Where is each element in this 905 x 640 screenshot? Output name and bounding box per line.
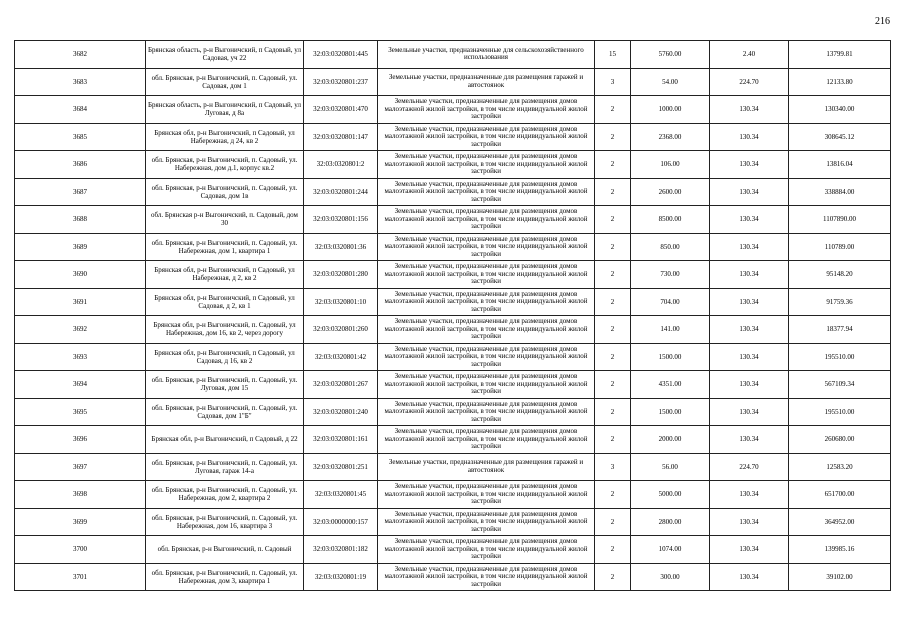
cell-area: 730.00 bbox=[631, 261, 710, 289]
cell-area: 54.00 bbox=[631, 68, 710, 96]
cell-land-purpose: Земельные участки, предназначенные для размещения домов малоэтажной жилой застройки, в том числе индивидуальной жилой застройки bbox=[378, 371, 595, 399]
table-row bbox=[15, 96, 891, 124]
cell-row-number: 3686 bbox=[15, 151, 146, 179]
cell-area: 300.00 bbox=[631, 563, 710, 591]
cell-cadastral-number: 32:03:0320801:260 bbox=[304, 316, 378, 344]
cell-cadastral-value: 39102.00 bbox=[789, 563, 891, 591]
cell-area: 2000.00 bbox=[631, 426, 710, 454]
cell-rate: 130.34 bbox=[710, 481, 789, 509]
cell-group-code: 2 bbox=[595, 151, 631, 179]
cell-area: 56.00 bbox=[631, 453, 710, 481]
cell-land-purpose: Земельные участки, предназначенные для размещения домов малоэтажной жилой застройки, в том числе индивидуальной жилой застройки bbox=[378, 178, 595, 206]
table-row bbox=[15, 68, 891, 96]
cell-row-number: 3696 bbox=[15, 426, 146, 454]
cell-address: обл. Брянская, р-н Выгоничский, п. Садовый, ул. Набережная, дом 2, квартира 2 bbox=[146, 481, 304, 509]
cell-row-number: 3698 bbox=[15, 481, 146, 509]
cell-row-number: 3694 bbox=[15, 371, 146, 399]
cell-cadastral-value: 13799.81 bbox=[789, 41, 891, 69]
cell-area: 5000.00 bbox=[631, 481, 710, 509]
table-row bbox=[15, 426, 891, 454]
cell-row-number: 3699 bbox=[15, 508, 146, 536]
cell-cadastral-number: 32:03:0320801:244 bbox=[304, 178, 378, 206]
cell-cadastral-number: 32:03:0320801:445 bbox=[304, 41, 378, 69]
table-row bbox=[15, 371, 891, 399]
cell-land-purpose: Земельные участки, предназначенные для размещения домов малоэтажной жилой застройки, в том числе индивидуальной жилой застройки bbox=[378, 426, 595, 454]
cell-group-code: 2 bbox=[595, 206, 631, 234]
page-number: 216 bbox=[875, 16, 890, 27]
cell-cadastral-value: 12133.80 bbox=[789, 68, 891, 96]
cell-row-number: 3683 bbox=[15, 68, 146, 96]
cell-land-purpose: Земельные участки, предназначенные для размещения домов малоэтажной жилой застройки, в том числе индивидуальной жилой застройки bbox=[378, 398, 595, 426]
cell-group-code: 2 bbox=[595, 123, 631, 151]
cell-rate: 130.34 bbox=[710, 233, 789, 261]
cell-rate: 130.34 bbox=[710, 316, 789, 344]
cell-cadastral-value: 110789.00 bbox=[789, 233, 891, 261]
cell-cadastral-number: 32:03:0320801:19 bbox=[304, 563, 378, 591]
cell-group-code: 2 bbox=[595, 426, 631, 454]
cell-land-purpose: Земельные участки, предназначенные для размещения гаражей и автостоянок bbox=[378, 68, 595, 96]
cell-cadastral-value: 13816.04 bbox=[789, 151, 891, 179]
cell-area: 2600.00 bbox=[631, 178, 710, 206]
table-row bbox=[15, 508, 891, 536]
cell-group-code: 2 bbox=[595, 316, 631, 344]
table-row bbox=[15, 343, 891, 371]
cell-area: 1000.00 bbox=[631, 96, 710, 124]
cell-group-code: 2 bbox=[595, 178, 631, 206]
cell-group-code: 2 bbox=[595, 288, 631, 316]
cell-rate: 130.34 bbox=[710, 261, 789, 289]
cell-cadastral-value: 139985.16 bbox=[789, 536, 891, 564]
cell-address: Брянская обл, р-н Выгоничский, п Садовый, ул Набережная, д 24, кв 2 bbox=[146, 123, 304, 151]
cell-cadastral-number: 32:03:0320801:156 bbox=[304, 206, 378, 234]
cell-address: обл. Брянская, р-н Выгоничский, п. Садовый, ул. Набережная, дом 16, квартира 3 bbox=[146, 508, 304, 536]
cell-cadastral-value: 651700.00 bbox=[789, 481, 891, 509]
cell-area: 2800.00 bbox=[631, 508, 710, 536]
cell-rate: 224.70 bbox=[710, 453, 789, 481]
cell-land-purpose: Земельные участки, предназначенные для размещения домов малоэтажной жилой застройки, в том числе индивидуальной жилой застройки bbox=[378, 563, 595, 591]
cell-address: Брянская обл, р-н Выгоничский, п Садовый, д 22 bbox=[146, 426, 304, 454]
cell-address: обл. Брянская, р-н Выгоничский, п. Садовый, ул. Набережная, дом 1, квартира 1 bbox=[146, 233, 304, 261]
cell-row-number: 3693 bbox=[15, 343, 146, 371]
cell-cadastral-value: 18377.94 bbox=[789, 316, 891, 344]
cell-land-purpose: Земельные участки, предназначенные для сельскохозяйственного использования bbox=[378, 41, 595, 69]
cell-address: Брянская область, р-н Выгоничский, п Садовый, ул Садовая, уч 22 bbox=[146, 41, 304, 69]
table-row bbox=[15, 563, 891, 591]
cell-group-code: 2 bbox=[595, 343, 631, 371]
cell-land-purpose: Земельные участки, предназначенные для размещения гаражей и автостоянок bbox=[378, 453, 595, 481]
cell-rate: 130.34 bbox=[710, 426, 789, 454]
cell-row-number: 3701 bbox=[15, 563, 146, 591]
cell-cadastral-number: 32:03:0320801:36 bbox=[304, 233, 378, 261]
cell-row-number: 3691 bbox=[15, 288, 146, 316]
cell-cadastral-number: 32:03:0320801:470 bbox=[304, 96, 378, 124]
cell-group-code: 2 bbox=[595, 398, 631, 426]
cell-row-number: 3697 bbox=[15, 453, 146, 481]
cell-address: обл. Брянская, р-н Выгоничский, п. Садовый, ул. Садовая, дом 1в bbox=[146, 178, 304, 206]
cell-address: обл. Брянская р-н Выгоничский, п. Садовый, дом 30 bbox=[146, 206, 304, 234]
cell-address: обл. Брянская, р-н Выгоничский, п. Садовый, ул. Садовая, дом 1"Б" bbox=[146, 398, 304, 426]
cell-rate: 130.34 bbox=[710, 536, 789, 564]
table-row bbox=[15, 453, 891, 481]
cell-address: Брянская область, р-н Выгоничский, п Садовый, ул Луговая, д 8а bbox=[146, 96, 304, 124]
cell-rate: 130.34 bbox=[710, 343, 789, 371]
cell-cadastral-number: 32:03:0000000:157 bbox=[304, 508, 378, 536]
cell-land-purpose: Земельные участки, предназначенные для размещения домов малоэтажной жилой застройки, в том числе индивидуальной жилой застройки bbox=[378, 123, 595, 151]
cell-address: Брянская обл, р-н Выгоничский, п. Садовый, ул Набережная, дом 16, кв 2, через дорогу bbox=[146, 316, 304, 344]
cell-area: 5760.00 bbox=[631, 41, 710, 69]
cell-row-number: 3682 bbox=[15, 41, 146, 69]
cell-row-number: 3689 bbox=[15, 233, 146, 261]
cell-rate: 130.34 bbox=[710, 96, 789, 124]
cell-cadastral-value: 364952.00 bbox=[789, 508, 891, 536]
cell-row-number: 3684 bbox=[15, 96, 146, 124]
table-body bbox=[15, 41, 891, 591]
table-row bbox=[15, 123, 891, 151]
table-row bbox=[15, 288, 891, 316]
cell-cadastral-value: 308645.12 bbox=[789, 123, 891, 151]
cell-cadastral-value: 91759.36 bbox=[789, 288, 891, 316]
cell-rate: 130.34 bbox=[710, 206, 789, 234]
cell-rate: 130.34 bbox=[710, 123, 789, 151]
cell-rate: 2.40 bbox=[710, 41, 789, 69]
cell-group-code: 3 bbox=[595, 68, 631, 96]
cell-cadastral-number: 32:03:0320801:267 bbox=[304, 371, 378, 399]
cell-rate: 130.34 bbox=[710, 288, 789, 316]
cell-address: Брянская обл, р-н Выгоничский, п Садовый, ул Садовая, д 16, кв 2 bbox=[146, 343, 304, 371]
cell-land-purpose: Земельные участки, предназначенные для размещения домов малоэтажной жилой застройки, в том числе индивидуальной жилой застройки bbox=[378, 96, 595, 124]
cell-land-purpose: Земельные участки, предназначенные для размещения домов малоэтажной жилой застройки, в том числе индивидуальной жилой застройки bbox=[378, 316, 595, 344]
cell-area: 704.00 bbox=[631, 288, 710, 316]
cell-cadastral-number: 32:03:0320801:45 bbox=[304, 481, 378, 509]
cell-cadastral-value: 130340.00 bbox=[789, 96, 891, 124]
cell-group-code: 2 bbox=[595, 481, 631, 509]
cell-area: 141.00 bbox=[631, 316, 710, 344]
cell-area: 106.00 bbox=[631, 151, 710, 179]
table-row bbox=[15, 41, 891, 69]
cell-row-number: 3695 bbox=[15, 398, 146, 426]
cell-cadastral-value: 567109.34 bbox=[789, 371, 891, 399]
cell-rate: 130.34 bbox=[710, 151, 789, 179]
cell-group-code: 2 bbox=[595, 371, 631, 399]
cell-land-purpose: Земельные участки, предназначенные для размещения домов малоэтажной жилой застройки, в том числе индивидуальной жилой застройки bbox=[378, 508, 595, 536]
cell-cadastral-value: 195510.00 bbox=[789, 343, 891, 371]
cell-rate: 130.34 bbox=[710, 398, 789, 426]
table-row bbox=[15, 151, 891, 179]
cell-area: 1074.00 bbox=[631, 536, 710, 564]
cell-group-code: 2 bbox=[595, 536, 631, 564]
cell-cadastral-number: 32:03:0320801:182 bbox=[304, 536, 378, 564]
cell-rate: 130.34 bbox=[710, 178, 789, 206]
table-row bbox=[15, 481, 891, 509]
cell-area: 1500.00 bbox=[631, 343, 710, 371]
cell-land-purpose: Земельные участки, предназначенные для размещения домов малоэтажной жилой застройки, в том числе индивидуальной жилой застройки bbox=[378, 536, 595, 564]
cell-area: 4351.00 bbox=[631, 371, 710, 399]
cell-rate: 224.70 bbox=[710, 68, 789, 96]
cell-row-number: 3690 bbox=[15, 261, 146, 289]
cell-address: обл. Брянская, р-н Выгоничский, п. Садовый, ул. Садовая, дом 1 bbox=[146, 68, 304, 96]
cell-cadastral-number: 32:03:0320801:147 bbox=[304, 123, 378, 151]
cell-cadastral-number: 32:03:0320801:42 bbox=[304, 343, 378, 371]
cell-row-number: 3688 bbox=[15, 206, 146, 234]
cell-cadastral-number: 32:03:0320801:240 bbox=[304, 398, 378, 426]
cell-area: 2368.00 bbox=[631, 123, 710, 151]
cell-address: обл. Брянская, р-н Выгоничский, п. Садовый, ул. Набережная, дом 3, квартира 1 bbox=[146, 563, 304, 591]
cell-address: обл. Брянская, р-н Выгоничский, п. Садовый, ул. Луговая, гараж 14-а bbox=[146, 453, 304, 481]
cell-cadastral-value: 338884.00 bbox=[789, 178, 891, 206]
cell-address: обл. Брянская, р-н Выгоничский, п. Садовый bbox=[146, 536, 304, 564]
cell-group-code: 3 bbox=[595, 453, 631, 481]
cell-group-code: 2 bbox=[595, 563, 631, 591]
cell-row-number: 3700 bbox=[15, 536, 146, 564]
cell-cadastral-value: 195510.00 bbox=[789, 398, 891, 426]
cell-area: 8500.00 bbox=[631, 206, 710, 234]
table-row bbox=[15, 178, 891, 206]
cell-group-code: 2 bbox=[595, 261, 631, 289]
cell-row-number: 3692 bbox=[15, 316, 146, 344]
cell-cadastral-number: 32:03:0320801:161 bbox=[304, 426, 378, 454]
table-row bbox=[15, 398, 891, 426]
cell-group-code: 2 bbox=[595, 233, 631, 261]
cell-area: 1500.00 bbox=[631, 398, 710, 426]
cell-cadastral-value: 260680.00 bbox=[789, 426, 891, 454]
cell-address: Брянская обл, р-н Выгоничский, п Садовый, ул Набережная, д 2, кв 2 bbox=[146, 261, 304, 289]
cell-land-purpose: Земельные участки, предназначенные для размещения домов малоэтажной жилой застройки, в том числе индивидуальной жилой застройки bbox=[378, 481, 595, 509]
cell-row-number: 3685 bbox=[15, 123, 146, 151]
cell-rate: 130.34 bbox=[710, 563, 789, 591]
cell-land-purpose: Земельные участки, предназначенные для размещения домов малоэтажной жилой застройки, в том числе индивидуальной жилой застройки bbox=[378, 151, 595, 179]
cell-address: обл. Брянская, р-н Выгоничский, п. Садовый, ул. Набережная, дом д.1, корпус кв.2 bbox=[146, 151, 304, 179]
cell-address: Брянская обл, р-н Выгоничский, п Садовый, ул Садовая, д 2, кв 1 bbox=[146, 288, 304, 316]
cell-rate: 130.34 bbox=[710, 371, 789, 399]
table-row bbox=[15, 233, 891, 261]
cell-cadastral-number: 32:03:0320801:10 bbox=[304, 288, 378, 316]
cell-cadastral-value: 95148.20 bbox=[789, 261, 891, 289]
table-row bbox=[15, 206, 891, 234]
cell-area: 850.00 bbox=[631, 233, 710, 261]
cell-land-purpose: Земельные участки, предназначенные для размещения домов малоэтажной жилой застройки, в том числе индивидуальной жилой застройки bbox=[378, 233, 595, 261]
cell-land-purpose: Земельные участки, предназначенные для размещения домов малоэтажной жилой застройки, в том числе индивидуальной жилой застройки bbox=[378, 288, 595, 316]
cell-cadastral-value: 1107890.00 bbox=[789, 206, 891, 234]
cell-cadastral-number: 32:03:0320801:237 bbox=[304, 68, 378, 96]
cell-cadastral-number: 32:03:0320801:280 bbox=[304, 261, 378, 289]
cell-land-purpose: Земельные участки, предназначенные для размещения домов малоэтажной жилой застройки, в том числе индивидуальной жилой застройки bbox=[378, 261, 595, 289]
cell-cadastral-number: 32:03:0320801:251 bbox=[304, 453, 378, 481]
cell-rate: 130.34 bbox=[710, 508, 789, 536]
land-plot-table bbox=[14, 40, 891, 591]
cell-land-purpose: Земельные участки, предназначенные для размещения домов малоэтажной жилой застройки, в том числе индивидуальной жилой застройки bbox=[378, 206, 595, 234]
table-row bbox=[15, 316, 891, 344]
cell-land-purpose: Земельные участки, предназначенные для размещения домов малоэтажной жилой застройки, в том числе индивидуальной жилой застройки bbox=[378, 343, 595, 371]
cell-row-number: 3687 bbox=[15, 178, 146, 206]
cell-cadastral-number: 32:03:0320801:2 bbox=[304, 151, 378, 179]
cell-group-code: 2 bbox=[595, 96, 631, 124]
cell-group-code: 2 bbox=[595, 508, 631, 536]
table-row bbox=[15, 536, 891, 564]
cell-address: обл. Брянская, р-н Выгоничский, п. Садовый, ул. Луговая, дом 15 bbox=[146, 371, 304, 399]
cell-cadastral-value: 12583.20 bbox=[789, 453, 891, 481]
cell-group-code: 15 bbox=[595, 41, 631, 69]
table-row bbox=[15, 261, 891, 289]
